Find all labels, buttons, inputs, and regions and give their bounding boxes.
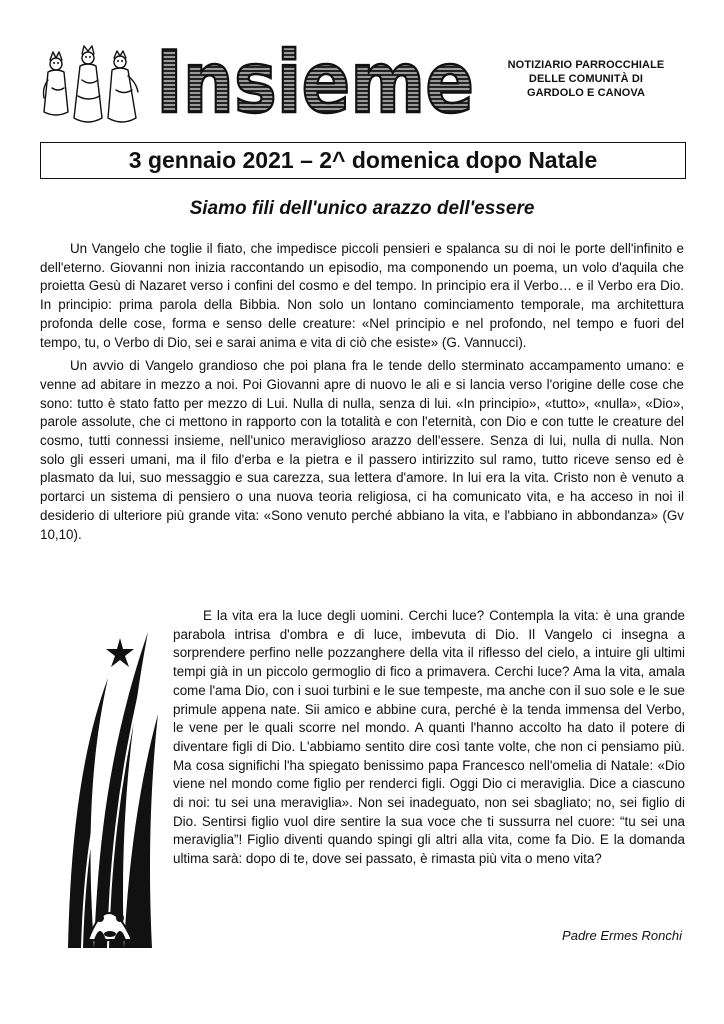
date-line: 3 gennaio 2021 – 2^ domenica dopo Natale <box>128 147 598 173</box>
subtitle-line-1: NOTIZIARIO PARROCCHIALE <box>507 59 665 71</box>
author-signature: Padre Ermes Ronchi <box>562 928 682 943</box>
article-title: Siamo fili dell'unico arazzo dell'essere <box>189 198 535 219</box>
masthead-title: Insieme <box>156 33 474 133</box>
nativity-illustration <box>48 618 166 950</box>
masthead-logo <box>150 30 480 133</box>
paragraph-3: E la vita era la luce degli uomini. Cerchi luce? Contempla la vita: è una grande parabola intrisa d'ombra e di luce, imbevuta di Dio. Il Vangelo ci insegna a sorprendere perfino nelle pozzanghere della vita il riflesso del cielo, a intuire gli ultimi tempi già in un piccolo germoglio di fico a primavera. Cerchi luce? Ama la vita, amala come l'ama Dio, con i suoi turbini e le sue tempeste, ma anche con il suo sole e le sue primule appena nate. Sii amico e abbine cura, perché è la tenda immensa del Verbo, le vene per le quali scorre nel mondo. A quanti l'hanno accolto ha dato il potere di diventare figli di Dio. L'abbiamo sentito dire così tante volte, che non ci pensiamo più. Ma cosa significhi l'ha spiegato benissimo papa Francesco nell'omelia di Natale: «Dio viene nel mondo come figlio per renderci figli. Oggi Dio ci meraviglia. Dice a ciascuno di noi: tu sei una meraviglia». Non sei inadeguato, non sei sbagliato; no, sei figlio di Dio. Sentirsi figlio vuol dire sentire la sua voce che ti sussurra nel cuore: “tu sei una meraviglia”! Figlio diventi quando spingi gli altri alla vita, come fa Dio. E la domanda ultima sarà: dopo di te, dove sei passato, è rimasta più vita o meno vita? <box>173 608 685 867</box>
star-icon <box>106 638 134 667</box>
subtitle-line-2: DELLE COMUNITÀ DI <box>528 73 644 85</box>
date-banner <box>40 142 686 179</box>
paragraph-1: Un Vangelo che toglie il fiato, che impedisce piccoli pensieri e spalanca su di noi le porte dell'infinito e dell'eterno. Giovanni non inizia raccontando un episodio, ma componendo un poema, un volo d'aquila che proietta Gesù di Nazaret verso i confini del cosmo e del tempo. In principio era il Verbo… e il Verbo era Dio. In principio: prima parola della Bibbia. Non solo un lontano cominciamento temporale, ma architettura profonda delle cose, forma e senso delle creature: «Nel principio e nel profondo, nel tempo e fuori del tempo, tu, o Verbo di Dio, sei e sarai anima e vita di ciò che esiste» (G. Vannucci). <box>40 241 684 350</box>
newsletter-subtitle <box>486 58 686 100</box>
magi-illustration <box>38 40 142 134</box>
paragraph-2: Un avvio di Vangelo grandioso che poi plana fra le tende dello sterminato accampamento umano: e venne ad abitare in mezzo a noi. Poi Giovanni apre di nuovo le ali e si lancia verso l'origine delle cose che sono: tutto è stato fatto per mezzo di Lui. Nulla di nulla, senza di lui. «In principio», «tutto», «nulla», «Dio», parole assolute, che ci mettono in rapporto con la totalità e con l'eternità, con Dio e con tutte le creature del cosmo, tutti connessi insieme, nell'unico meraviglioso arazzo dell'essere. Senza di lui, nulla di nulla. Non solo gli esseri umani, ma il filo d'erba e la pietra e il passero intirizzito sul ramo, tutto riceve senso ed è plasmato da lui, suo messaggio e sua carezza, sua lettera d'amore. In lui era la vita. Cristo non è venuto a portarci un sistema di pensiero o una nuova teoria religiosa, ci ha comunicato vita, e ha acceso in noi il desiderio di ulteriore più grande vita: «Sono venuto perché abbiano la vita, e l'abbiano in abbondanza» (Gv 10,10). <box>40 358 684 542</box>
article-body <box>40 240 684 549</box>
article-body-continued <box>173 607 685 869</box>
subtitle-line-3: GARDOLO E CANOVA <box>526 87 646 99</box>
